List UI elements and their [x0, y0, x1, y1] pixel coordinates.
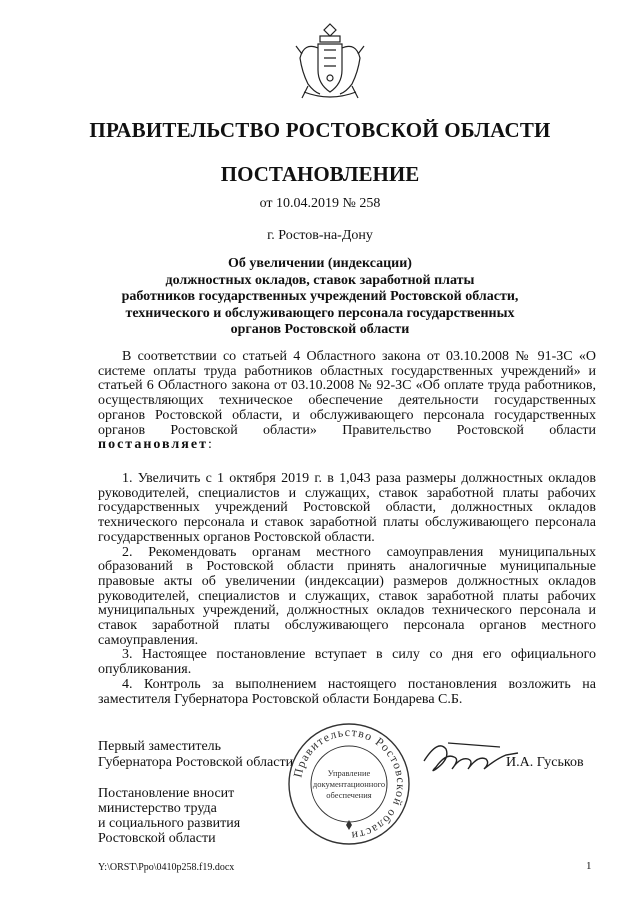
- stamp-inner-line: Управление: [327, 768, 371, 778]
- preamble-text: В соответствии со статьей 4 Областного закона от 03.10.2008 № 91-ЗС «О системе оплаты труда работников областных государственных учреждений» и статьей 6 Областного закона от 03.10.2008 № 92-ЗС «Об оплате труда работников, осуществляющих техническое обеспечение деятельности государственных органов Ростовской области, и обслуживающего персонала государственных органов Ростовской области» Правительство Ростовской области: [98, 349, 596, 438]
- decree-points: [98, 472, 596, 707]
- note-line: Постановление вносит: [98, 786, 235, 801]
- heading-line: работников государственных учреждений Ростовской области,: [121, 289, 519, 305]
- signatory-title-line: Губернатора Ростовской области: [98, 755, 294, 770]
- stamp-outer-text: Правительство Ростовской области: [290, 724, 409, 844]
- document-heading: [80, 256, 560, 339]
- signatory-title-line: Первый заместитель: [98, 739, 222, 754]
- heading-line: Об увеличении (индексации): [228, 256, 412, 271]
- note-line: министерство труда: [98, 801, 217, 816]
- signatory-name: И.А. Гуськов: [506, 755, 584, 770]
- document-type: ПОСТАНОВЛЕНИЕ: [220, 162, 420, 186]
- coat-of-arms-icon: [290, 20, 370, 104]
- document-date-number: от 10.04.2019 № 258: [259, 196, 381, 211]
- heading-line: должностных окладов, ставок заработной платы: [165, 272, 475, 288]
- stamp-inner-line: документационного: [312, 779, 386, 789]
- decree-colon: :: [207, 437, 212, 453]
- decree-point-3: 3. Настоящее постановление вступает в силу со дня его официального опубликования.: [98, 647, 596, 678]
- note-line: и социального развития: [98, 816, 241, 831]
- decree-point-1: 1. Увеличить с 1 октября 2019 г. в 1,043 раза размеры должностных окладов руководителей, специалистов и служащих, ставок заработной платы рабочих государственных учреждений Ростовской области, должностных окладов технического персонала и ставок заработной платы обслуживающего персонала государственных органов Ростовской области.: [98, 471, 596, 545]
- preamble-paragraph: [98, 350, 596, 453]
- submitted-by-note: [98, 786, 240, 846]
- footer-page-number: 1: [586, 860, 592, 872]
- organization-title: ПРАВИТЕЛЬСТВО РОСТОВСКОЙ ОБЛАСТИ: [89, 118, 551, 142]
- decree-point-4: 4. Контроль за выполнением настоящего постановления возложить на заместителя Губернатора Ростовской области Бондарева С.Б.: [98, 676, 596, 707]
- signatory-title: [98, 739, 293, 771]
- footer-file-path: Y:\ORST\Ppo\0410p258.f19.docx: [98, 862, 235, 873]
- decree-point-2: 2. Рекомендовать органам местного самоуправления муниципальных образований в Ростовской области принять аналогичные муниципальные правовые акты об увеличении (индексации) размеров должностных окладов руководителей, специалистов и служащих, ставок заработной платы рабочих муниципальных учреждений, должностных окладов технического персонала и ставок заработной платы обслуживающего персонала органов местного самоуправления.: [98, 544, 596, 648]
- stamp-inner-line: обеспечения: [326, 790, 372, 800]
- heading-line: органов Ростовской области: [230, 322, 410, 338]
- note-line: Ростовской области: [98, 831, 216, 846]
- document-city: г. Ростов-на-Дону: [267, 228, 373, 243]
- heading-line: технического и обслуживающего персонала государственных: [125, 305, 515, 321]
- official-stamp: [287, 722, 411, 846]
- decree-word: постановляет: [98, 437, 208, 453]
